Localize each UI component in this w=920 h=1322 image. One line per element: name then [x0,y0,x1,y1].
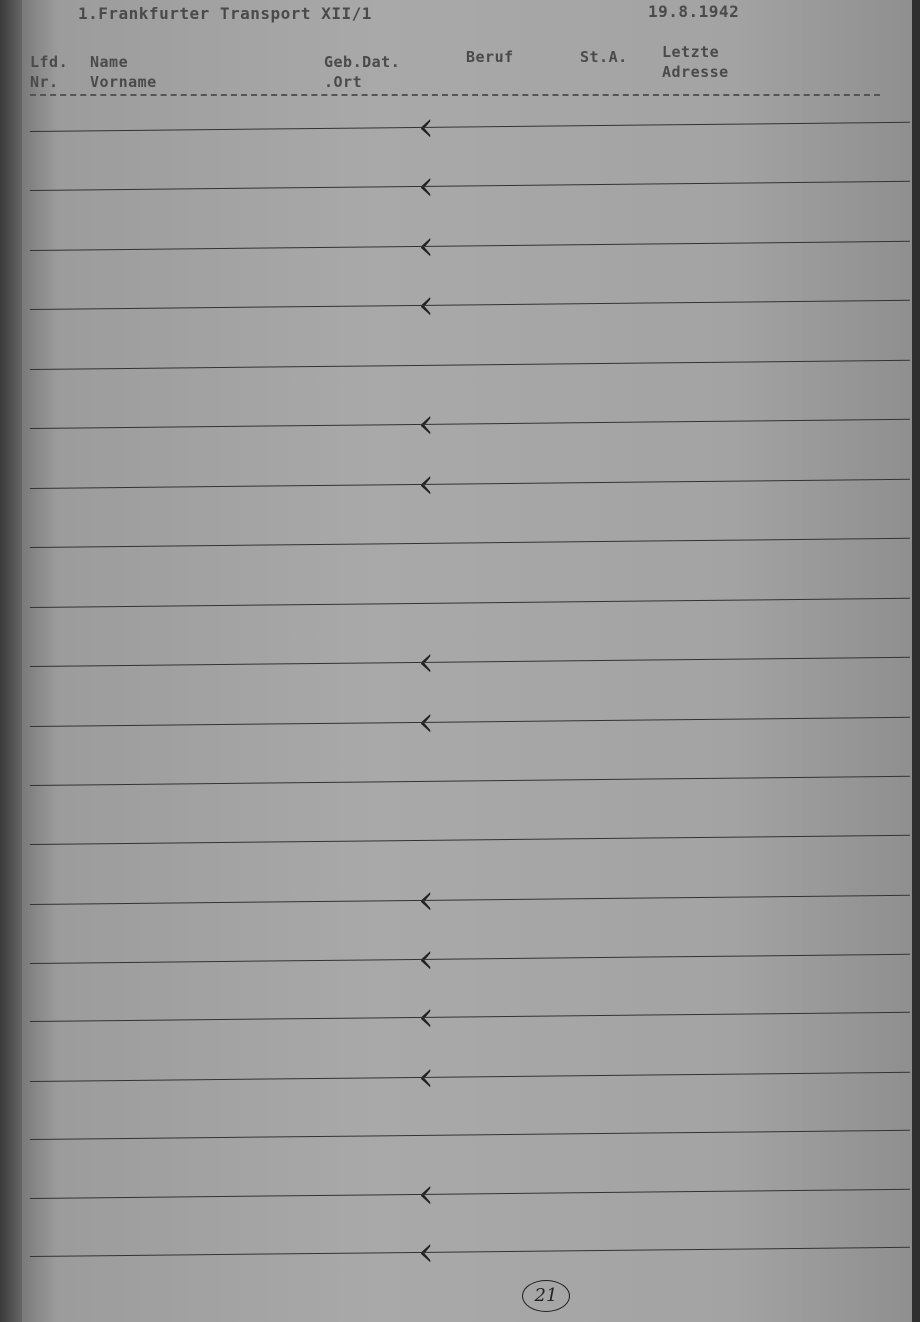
col-header-lfd-nr: Lfd. Nr. [30,53,69,91]
bracket-mark: ‹ [418,699,434,745]
bracket-mark: ‹ [418,1171,434,1217]
col-header-beruf: Beruf [466,48,514,66]
col-header-name: Name Vorname [90,53,157,91]
bracket-mark: ‹ [418,401,434,447]
col-header-geb: Geb.Dat. .Ort [324,53,401,91]
header-separator [30,94,880,96]
bracket-mark: ‹ [418,282,434,328]
bracket-mark: ‹ [418,1054,434,1100]
bracket-mark: ‹ [418,877,434,923]
bracket-mark: ‹ [418,163,434,209]
bracket-mark: ‹ [418,104,434,150]
page-number: 21 [522,1280,570,1312]
col-header-st-a: St.A. [580,48,628,66]
bracket-mark: ‹ [418,461,434,507]
bracket-mark: ‹ [418,994,434,1040]
bracket-mark: ‹ [418,936,434,982]
bracket-mark: ‹ [418,1229,434,1275]
transport-date: 19.8.1942 [648,2,740,21]
binding-edge [0,0,24,1322]
bracket-mark: ‹ [418,639,434,685]
transport-title: 1.Frankfurter Transport XII/1 [78,4,372,23]
col-header-adresse: Letzte Adresse [662,43,729,81]
bracket-mark: ‹ [418,223,434,269]
